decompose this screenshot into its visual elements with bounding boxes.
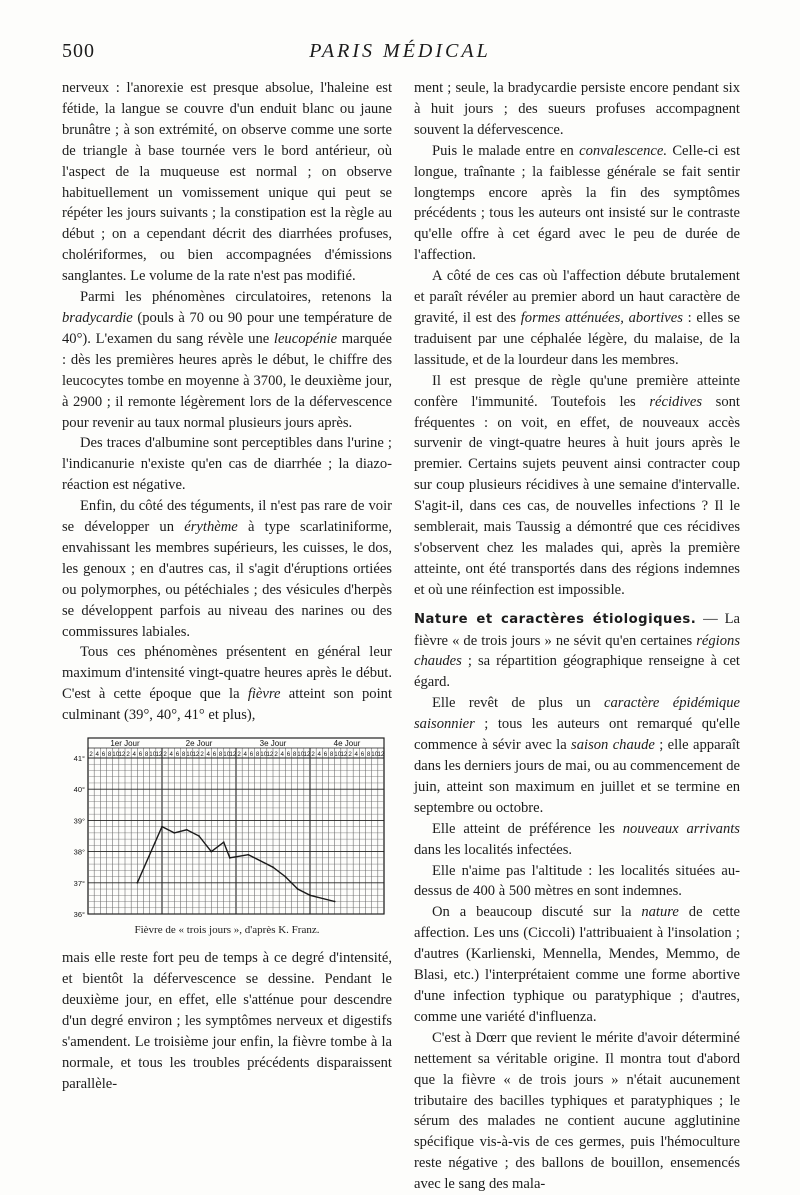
data-point [186, 829, 188, 831]
paragraph: Il est presque de règle qu'une première atteinte confère l'immunité. Toutefois les récidives sont fréquentes : on voit, en effet, de nouveaux accès survenir de vingt-quatre heures à huit jours après le premier. Certains sujets peuvent ainsi contracter coup sur coup plusieurs récidives à une semaine d'intervalle. S'agit-il, dans ces cas, de nouvelles infections ? Il le semblerait, mais Taussig a démontré que ces récidives s'observent chez les malades qui, après la première atteinte, ont été transportés dans des régions indemnes et où une réinfection est impossible. [414, 372, 740, 598]
hour-tick-label: 2 [163, 751, 167, 759]
data-point [136, 882, 138, 884]
paragraph: Elle n'aime pas l'altitude : les localités situées au-dessus de 400 à 500 mètres en sont indemnes. [414, 862, 740, 900]
hour-tick-label: 8 [144, 751, 149, 759]
y-tick-label: 39° [73, 816, 85, 826]
hour-tick-label: 8 [218, 751, 223, 759]
data-point [272, 866, 274, 868]
hour-tick-label: 10 [223, 751, 231, 759]
hour-tick-label: 10 [149, 751, 157, 759]
left-column [62, 78, 392, 1094]
paragraph: mais elle reste fort peu de temps à ce degré d'intensité, et bientôt la défervescence se dessine. Pendant le deuxième jour, en effet, elle s'atténue pour descendre d'un degré environ ; les symptômes nerveux et digestifs s'amendent. Le troisième jour enfin, la fièvre tombe à la normale, et tous les troubles précédents disparaissent parallèle- [62, 950, 392, 1092]
data-point [309, 894, 311, 896]
hour-tick-label: 12 [192, 751, 200, 759]
page-header [62, 40, 738, 70]
hour-tick-label: 12 [340, 751, 348, 759]
hour-tick-label: 12 [229, 751, 237, 759]
data-point [247, 854, 249, 856]
hour-tick-label: 2 [126, 751, 130, 759]
hour-tick-label: 6 [286, 751, 291, 759]
hour-tick-label: 12 [118, 751, 126, 759]
paragraph: On a beaucoup discuté sur la nature de cette affection. Les uns (Ciccoli) l'attribuaient à l'insolation ; d'autres (Karlienski, Mennella, Mendes, Memmo, de Blasi, etc.) l'interprétaient comme une forme abortive d'une infection typhique ou paratyphique ; d'autres, comme une variété d'influenza. [414, 904, 740, 1025]
data-point [198, 835, 200, 837]
hour-tick-label: 2 [311, 751, 315, 759]
figure-caption: Fièvre de « trois jours », d'après K. Franz. [134, 924, 320, 937]
hour-tick-label: 8 [292, 751, 297, 759]
hour-tick-label: 6 [138, 751, 143, 759]
data-point [229, 857, 231, 859]
section-heading-paragraph: Nature et caractères étiologiques. — La fièvre « de trois jours » ne sévit qu'en certaines régions chaudes ; sa répartition géographique renseigne à cet égard. [414, 610, 740, 691]
hour-tick-label: 10 [334, 751, 342, 759]
hour-tick-label: 6 [323, 751, 328, 759]
paragraph: Enfin, du côté des téguments, il n'est pas rare de voir se développer un érythème à type scarlatiniforme, envahissant les membres supérieurs, les cuisses, le dos, les genoux ; en d'autres cas, il s'agit d'éruptions ortiées ou polymorphes, ou pétéchiales ; des vésicules d'herpès se développent parfois au niveau des narines ou des commissures labiales. [62, 498, 393, 640]
hour-tick-label: 8 [366, 751, 371, 759]
paragraph: Puis le malade entre en convalescence. Celle-ci est longue, traînante ; la faiblesse générale se fait sentir longtemps encore après la fin des symptômes précédents ; tous les auteurs ont insisté sur le contraste qu'elle offre à cet égard avec le peu de durée de l'affection. [414, 142, 740, 264]
hour-tick-label: 4 [317, 751, 321, 759]
hour-tick-label: 10 [371, 751, 379, 759]
hour-tick-label: 6 [360, 751, 365, 759]
temperature-chart [62, 734, 392, 920]
hour-tick-label: 10 [297, 751, 305, 759]
hour-tick-label: 8 [329, 751, 334, 759]
hour-tick-label: 10 [260, 751, 268, 759]
temperature-chart-figure [62, 734, 392, 938]
data-point [297, 888, 299, 890]
hour-tick-label: 6 [175, 751, 180, 759]
paragraph: Elle atteint de préférence les nouveaux arrivants dans les localités infectées. [414, 820, 740, 858]
day-label: 3e Jour [259, 739, 287, 749]
y-tick-label: 38° [73, 847, 85, 857]
hour-tick-label: 10 [186, 751, 194, 759]
hour-tick-label: 4 [206, 751, 210, 759]
hour-tick-label: 4 [280, 751, 284, 759]
paragraph: A côté de ces cas où l'affection débute brutalement et paraît révéler au premier abord un haut caractère de gravité, il est des formes atténuées, abortives : elles se traduisent par une céphalée légère, du malaise, de la lassitude, et de la lourdeur dans les membres. [414, 268, 740, 368]
hour-tick-label: 2 [200, 751, 204, 759]
data-point [334, 901, 336, 903]
paragraph: Des traces d'albumine sont perceptibles dans l'urine ; l'indicanurie n'existe qu'en cas de diarrhée ; la diazo-réaction est négative. [62, 435, 392, 494]
y-tick-label: 40° [73, 785, 85, 795]
section-title: Nature et caractères étiologiques. [414, 611, 697, 627]
day-label: 4e Jour [333, 739, 361, 749]
day-label: 2e Jour [185, 739, 213, 749]
paragraph: Elle revêt de plus un caractère épidémique saisonnier ; tous les auteurs ont remarqué qu'elle commence à sévir avec la saison chaude ; elle apparaît dans les derniers jours de mai, ou au commencement de juin, atteint son maximum en juillet et se termine en septembre ou octobre. [414, 695, 741, 816]
hour-tick-label: 4 [132, 751, 136, 759]
y-tick-label: 37° [73, 878, 85, 888]
hour-tick-label: 2 [348, 751, 352, 759]
hour-tick-label: 12 [303, 751, 311, 759]
paragraph: nerveux : l'anorexie est presque absolue, l'haleine est fétide, la langue se couvre d'un enduit blanc ou jaune brunâtre ; à son extrémité, on observe comme une sorte de triangle à base tournée vers le bord antérieur, où l'aspect de la muqueuse est normal ; on observe habituellement un vomissement unique qui peut se répéter les jours suivants ; la constipation est la règle au début ; on a cependant décrit des diarrhées profuses, cholériformes, ou bien accompagnées d'émissions sanglantes. Le volume de la rate n'est pas modifié. [62, 80, 392, 285]
hour-tick-label: 4 [169, 751, 173, 759]
paragraph: Parmi les phénomènes circulatoires, retenons la bradycardie (pouls à 70 ou 90 pour une température de 40°). L'examen du sang révèle une leucopénie marquée : dès les premières heures après le début, le chiffre des leucocytes tombe en moyenne à 3700, le deuxième jour, à 2900 ; il remonte légèrement lors de la défervescence pour revenir au taux normal plusieurs jours après. [62, 289, 393, 431]
paragraph: Tous ces phénomènes présentent en général leur maximum d'intensité vingt-quatre heures après le début. C'est à cette époque que la fièvre atteint son point culminant (39°, 40°, 41° et plus), [62, 644, 392, 724]
hour-tick-label: 2 [89, 751, 93, 759]
y-tick-label: 41° [73, 754, 85, 764]
hour-tick-label: 12 [155, 751, 163, 759]
running-title: PARIS MÉDICAL [309, 40, 491, 62]
day-label: 1er Jour [110, 739, 140, 749]
y-tick-label: 36° [73, 910, 85, 920]
data-point [284, 876, 286, 878]
hour-tick-label: 6 [212, 751, 217, 759]
hour-tick-label: 8 [107, 751, 112, 759]
right-column [414, 78, 740, 1195]
hour-tick-label: 4 [243, 751, 247, 759]
data-point [161, 826, 163, 828]
hour-tick-label: 12 [377, 751, 385, 759]
hour-tick-label: 6 [249, 751, 254, 759]
hour-tick-label: 8 [181, 751, 186, 759]
hour-tick-label: 4 [95, 751, 99, 759]
data-point [223, 841, 225, 843]
data-point [173, 832, 175, 834]
hour-tick-label: 8 [255, 751, 260, 759]
hour-tick-label: 12 [266, 751, 274, 759]
hour-tick-label: 4 [354, 751, 358, 759]
paragraph: C'est à Dœrr que revient le mérite d'avoir déterminé nettement sa véritable origine. Il montra tout d'abord que la fièvre « de trois jours » n'était aucunement tributaire des bacilles typhiques et paratyphiques ; le sérum des malades ne contient aucune agglutinine spécifique vis-à-vis de ces germes, puis l'hémoculture reste négative ; des ballons de bouillon, ensemencés avec le sang des mala- [414, 1029, 740, 1193]
hour-tick-label: 2 [274, 751, 278, 759]
data-point [210, 851, 212, 853]
hour-tick-label: 10 [112, 751, 120, 759]
hour-tick-label: 2 [237, 751, 241, 759]
paragraph: ment ; seule, la bradycardie persiste encore pendant six à huit jours ; des sueurs profuses accompagnent souvent la défervescence. [414, 80, 740, 138]
page-number: 500 [62, 40, 95, 62]
hour-tick-label: 6 [101, 751, 106, 759]
